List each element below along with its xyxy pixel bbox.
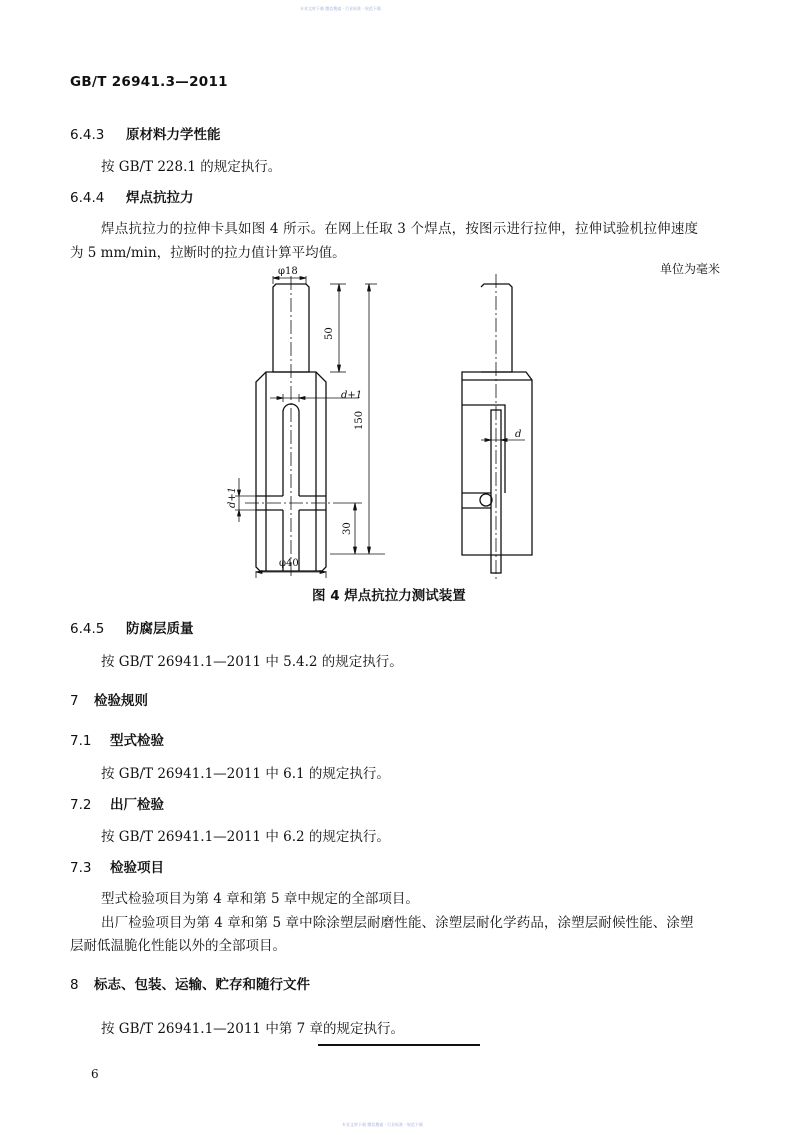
section-title: 型式检验 [110,733,164,749]
section-title: 原材料力学性能 [126,127,221,143]
section-7-2-body: 按 GB/T 26941.1—2011 中 6.2 的规定执行。 [101,829,390,845]
section-7-1-body: 按 GB/T 26941.1—2011 中 6.1 的规定执行。 [101,766,390,782]
section-7-2-heading [70,793,164,813]
dim-phi18: φ18 [278,266,298,277]
dim-d: d [515,429,522,440]
section-7-3-body-line3: 层耐低温脆化性能以外的全部项目。 [70,938,286,954]
dim-50: 50 [324,327,335,340]
watermark-top: 专业文库下载 微信搜索 · 行业标准 · 规范下载 [300,6,381,11]
section-number: 7.1 [70,733,92,749]
section-number: 7.3 [70,860,92,876]
dim-150: 150 [354,410,365,430]
section-8-heading [70,973,310,993]
section-6-4-5-heading [70,617,194,637]
section-7-heading [70,689,148,709]
watermark-bottom: 专业文库下载 微信搜索 · 行业标准 · 规范下载 [342,1122,423,1127]
section-7-3-body-line2: 出厂检验项目为第 4 章和第 5 章中除涂塑层耐磨性能、涂塑层耐化学药品，涂塑层耐候性能、涂塑 [101,915,694,931]
standard-number: GB/T 26941.3—2011 [70,74,228,90]
dim-cross-slot: d+1 [227,486,238,508]
section-title: 出厂检验 [110,797,164,813]
section-title: 检验规则 [94,693,148,709]
section-number: 7.2 [70,797,92,813]
section-title: 检验项目 [110,860,164,876]
dim-30: 30 [342,522,353,535]
figure-caption: 图 4 焊点抗拉力测试装置 [312,588,466,604]
dim-slot-width: d+1 [341,390,363,401]
section-title: 防腐层质量 [126,621,194,637]
page-number: 6 [91,1067,99,1081]
section-number: 8 [70,977,79,993]
section-title: 标志、包装、运输、贮存和随行文件 [94,977,310,993]
section-number: 6.4.4 [70,190,105,206]
section-8-body: 按 GB/T 26941.1—2011 中第 7 章的规定执行。 [101,1021,404,1037]
section-7-3-body-line1: 型式检验项目为第 4 章和第 5 章中规定的全部项目。 [101,891,419,907]
dim-phi40: φ40 [279,558,299,569]
section-7-3-heading [70,856,164,876]
end-of-document-rule [318,1044,480,1046]
section-6-4-3-body: 按 GB/T 228.1 的规定执行。 [101,159,282,175]
section-number: 6.4.3 [70,127,105,143]
section-number: 7 [70,693,79,709]
section-number: 6.4.5 [70,621,105,637]
section-6-4-5-body: 按 GB/T 26941.1—2011 中 5.4.2 的规定执行。 [101,654,403,670]
section-title: 焊点抗拉力 [126,190,194,206]
section-6-4-4-body-line2: 为 5 mm/min，拉断时的拉力值计算平均值。 [70,245,346,261]
section-6-4-4-body-line1: 焊点抗拉力的拉伸卡具如图 4 所示。在网上任取 3 个焊点，按图示进行拉伸，拉伸试验机拉伸速度 [101,221,699,237]
unit-note: 单位为毫米 [660,262,721,276]
section-7-1-heading [70,729,164,749]
